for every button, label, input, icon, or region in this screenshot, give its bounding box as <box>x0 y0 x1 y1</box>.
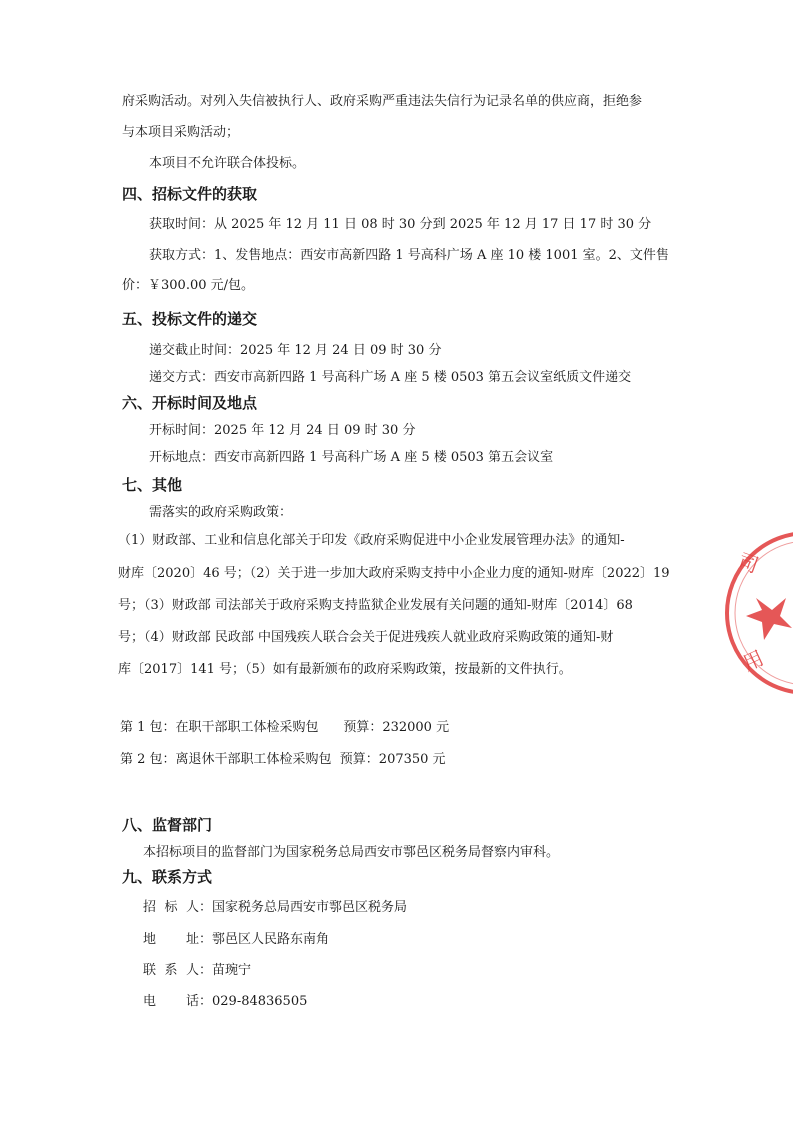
section-9-heading: 九、联系方式 <box>122 868 213 886</box>
phone-value: ：029-84836505 <box>199 994 308 1009</box>
sec7-policy-line-1: （1）财政部、工业和信息化部关于印发《政府采购促进中小企业发展管理办法》的通知- <box>118 533 625 548</box>
sec8-text: 本招标项目的监督部门为国家税务总局西安市鄠邑区税务局督察内审科。 <box>143 845 560 860</box>
sec4-time: 获取时间：从 2025 年 12 月 11 日 08 时 30 分到 2025 年 12 月 17 日 17 时 30 分 <box>149 217 652 232</box>
svg-text:司: 司 <box>734 548 762 578</box>
sec4-method-line-2: 价：￥300.00 元/包。 <box>122 278 254 293</box>
sec6-place: 开标地点：西安市高新四路 1 号高科广场 A 座 5 楼 0503 第五会议室 <box>149 450 554 465</box>
contact-label: 联系人 <box>143 963 199 978</box>
phone-label: 电话 <box>143 994 199 1009</box>
sec7-intro: 需落实的政府采购政策： <box>149 505 293 520</box>
contact-address <box>143 930 329 950</box>
contact-tenderer <box>143 898 407 918</box>
contact-value: ：苗琬宁 <box>199 963 252 978</box>
section-6-heading: 六、开标时间及地点 <box>122 394 258 412</box>
svg-text:用: 用 <box>739 645 768 676</box>
tenderer-label: 招标人 <box>143 900 199 915</box>
sec7-policy-line-2: 财库〔2020〕46 号；（2）关于进一步加大政府采购支持中小企业力度的通知-财库〔2022〕19 <box>118 566 670 581</box>
tenderer-value: ：国家税务总局西安市鄠邑区税务局 <box>199 900 408 915</box>
intro-line-3: 本项目不允许联合体投标。 <box>149 156 306 171</box>
address-value: ：鄠邑区人民路东南角 <box>199 932 330 947</box>
section-4-heading: 四、招标文件的获取 <box>122 185 258 203</box>
intro-line-1: 府采购活动。对列入失信被执行人、政府采购严重违法失信行为记录名单的供应商，拒绝参 <box>122 94 643 109</box>
sec7-policy-line-4: 号；（4）财政部 民政部 中国残疾人联合会关于促进残疾人就业政府采购政策的通知-财 <box>118 630 614 645</box>
section-5-heading: 五、投标文件的递交 <box>122 310 258 328</box>
sec7-policy-line-3: 号；（3）财政部 司法部关于政府采购支持监狱企业发展有关问题的通知-财库〔2014〕68 <box>118 598 633 613</box>
sec6-time: 开标时间：2025 年 12 月 24 日 09 时 30 分 <box>149 423 416 438</box>
contact-person <box>143 961 251 981</box>
sec5-deadline: 递交截止时间：2025 年 12 月 24 日 09 时 30 分 <box>149 343 442 358</box>
section-8-heading: 八、监督部门 <box>122 816 213 834</box>
sec5-method: 递交方式：西安市高新四路 1 号高科广场 A 座 5 楼 0503 第五会议室纸质文件递交 <box>149 370 632 385</box>
package-1: 第 1 包：在职干部职工体检采购包 预算：232000 元 <box>120 720 450 735</box>
company-seal-stamp <box>712 528 793 698</box>
sec4-method-line-1: 获取方式：1、发售地点：西安市高新四路 1 号高科广场 A 座 10 楼 1001 室。2、文件售 <box>149 248 669 263</box>
section-7-heading: 七、其他 <box>122 476 183 494</box>
intro-line-2: 与本项目采购活动； <box>122 125 240 140</box>
address-label: 地址 <box>143 932 199 947</box>
sec7-policy-line-5: 库〔2017〕141 号；（5）如有最新颁布的政府采购政策，按最新的文件执行。 <box>118 662 572 677</box>
package-2: 第 2 包：离退休干部职工体检采购包 预算：207350 元 <box>120 752 446 767</box>
contact-phone <box>143 992 307 1012</box>
